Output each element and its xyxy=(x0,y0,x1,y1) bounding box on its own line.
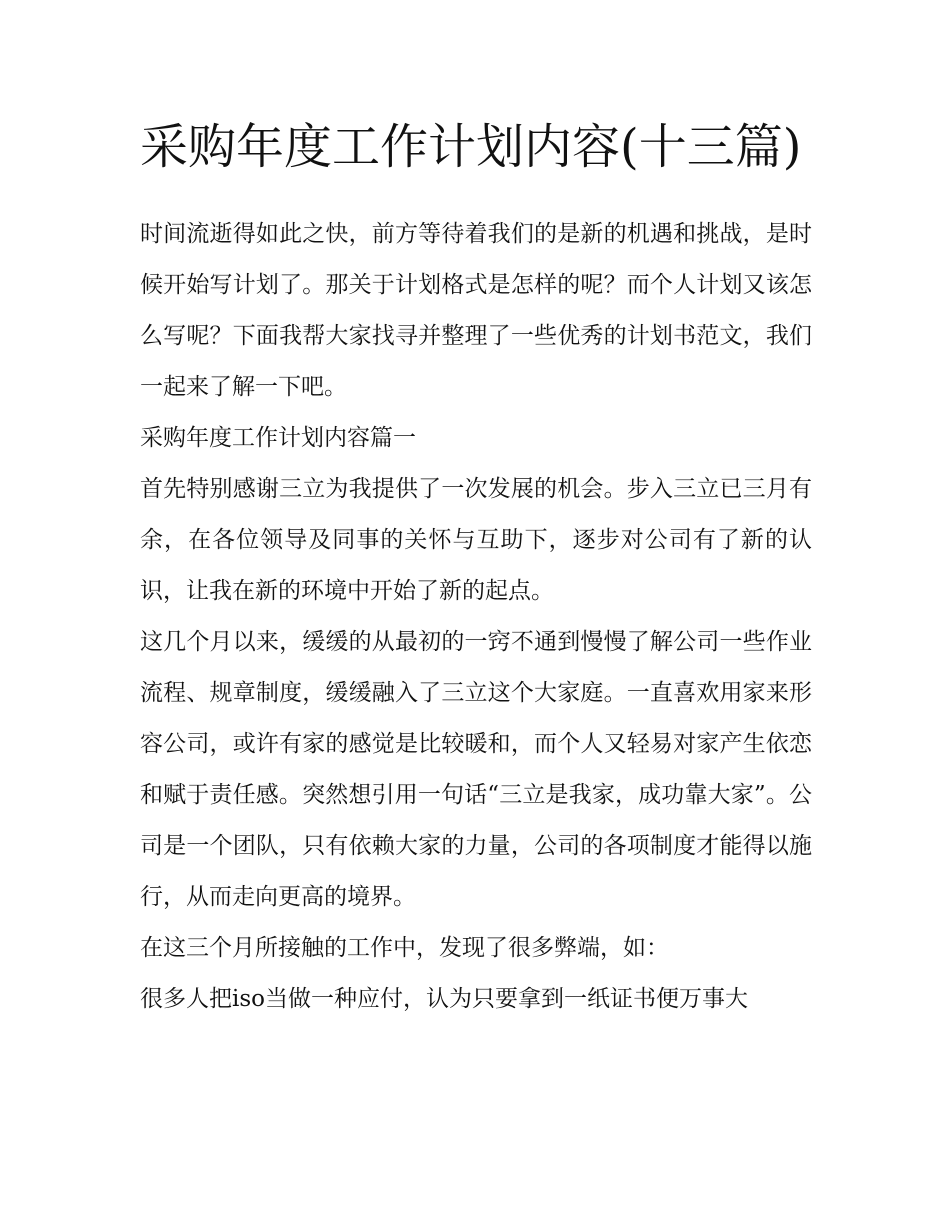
document-page xyxy=(140,108,812,1025)
section-heading: 采购年度工作计划内容篇一 xyxy=(140,425,416,451)
intro-paragraph: 时间流逝得如此之快，前方等待着我们的是新的机遇和挑战，是时候开始写计划了。那关于计划格式是怎样的呢？而个人计划又该怎么写呢？下面我帮大家找寻并整理了一些优秀的计划书范文，我们一起来了解一下吧。 xyxy=(140,221,812,400)
body-paragraph: 在这三个月所接触的工作中，发现了很多弊端，如： xyxy=(140,935,669,961)
body-paragraph: 首先特别感谢三立为我提供了一次发展的机会。步入三立已三月有余，在各位领导及同事的关怀与互助下，逐步对公司有了新的认识，让我在新的环境中开始了新的起点。 xyxy=(140,476,812,604)
document-title: 采购年度工作计划内容(十三篇) xyxy=(140,119,802,175)
body-paragraph: 这几个月以来，缓缓的从最初的一窍不通到慢慢了解公司一些作业流程、规章制度，缓缓融入了三立这个大家庭。一直喜欢用家来形容公司，或许有家的感觉是比较暖和，而个人又轻易对家产生依恋和赋于责任感。突然想引用一句话“三立是我家，成功靠大家”。公司是一个团队，只有依赖大家的力量，公司的各项制度才能得以施行，从而走向更高的境界。 xyxy=(140,629,812,910)
body-paragraph: 很多人把iso当做一种应付，认为只要拿到一纸证书便万事大 xyxy=(140,986,749,1012)
